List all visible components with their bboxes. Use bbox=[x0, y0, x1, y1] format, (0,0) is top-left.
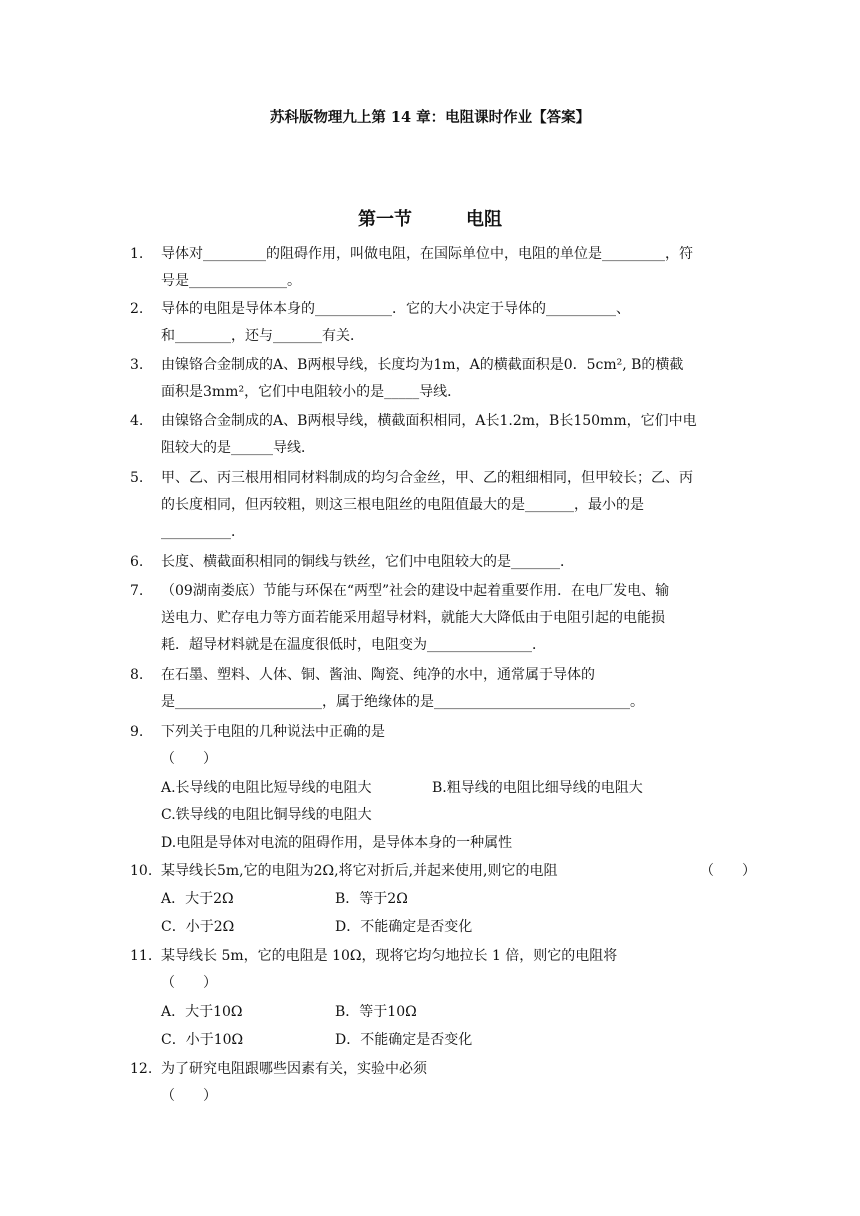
section-title bbox=[0, 205, 860, 231]
q9-option-c: C.铁导线的电阻比铜导线的电阻大 bbox=[161, 807, 372, 823]
question-text-line: 耗．超导材料就是在温度很低时，电阻变为_______________． bbox=[161, 637, 546, 653]
q11-option-d: D．不能确定是否变化 bbox=[335, 1032, 473, 1048]
question-number: 5. bbox=[130, 470, 144, 486]
question-text-line: 下列关于电阻的几种说法中正确的是 bbox=[161, 724, 385, 740]
question-number: 6. bbox=[130, 554, 144, 570]
question-text-line: 由镍铬合金制成的A、B两根导线，长度均为1m，A的横截面积是0．5cm², B的横截 bbox=[161, 357, 684, 373]
document-title: 苏科版物理九上第 14 章：电阻课时作业【答案】 bbox=[269, 109, 591, 126]
question-text-line: 和________，还与_______有关． bbox=[161, 328, 364, 344]
question-number: 7. bbox=[130, 583, 144, 599]
question-number: 3. bbox=[130, 357, 144, 373]
answer-bracket: （ ） bbox=[700, 863, 756, 879]
question-text-line: （ ） bbox=[161, 975, 217, 991]
section-name: 电阻 bbox=[466, 209, 502, 230]
question-text-line: 为了研究电阻跟哪些因素有关，实验中必须 bbox=[161, 1061, 427, 1077]
question-text-line: 是_____________________，属于绝缘体的是____________________________。 bbox=[161, 694, 644, 710]
q9-option-a: A.长导线的电阻比短导线的电阻大 bbox=[161, 780, 372, 796]
q9-option-d: D.电阻是导体对电流的阻碍作用，是导体本身的一种属性 bbox=[161, 835, 513, 851]
question-text-line: （09湖南娄底）节能与环保在“两型”社会的建设中起着重要作用．在电厂发电、输 bbox=[161, 583, 670, 599]
question-text-line: __________． bbox=[161, 524, 245, 540]
question-text-line: 在石墨、塑料、人体、铜、酱油、陶瓷、纯净的水中，通常属于导体的 bbox=[161, 667, 595, 683]
question-text-line: 甲、乙、丙三根用相同材料制成的均匀合金丝，甲、乙的粗细相同，但甲较长；乙、丙 bbox=[161, 470, 693, 486]
question-number: 8. bbox=[130, 667, 144, 683]
question-text-line: 由镍铬合金制成的A、B两根导线，横截面积相同，A长1.2m，B长150mm，它们中电 bbox=[161, 413, 697, 429]
q9-option-b: B.粗导线的电阻比细导线的电阻大 bbox=[432, 780, 643, 796]
question-number: 2. bbox=[130, 301, 144, 317]
section-label: 第一节 bbox=[358, 209, 412, 230]
q10-option-a: A．大于2Ω bbox=[161, 891, 234, 907]
question-text-line: 导体对_________的阻碍作用，叫做电阻，在国际单位中，电阻的单位是_________，符 bbox=[161, 246, 693, 262]
q10-option-c: C．小于2Ω bbox=[161, 919, 235, 935]
question-text-line: 导体的电阻是导体本身的___________．它的大小决定于导体的__________、 bbox=[161, 301, 630, 317]
question-number: 12. bbox=[130, 1061, 153, 1077]
q11-option-b: B．等于10Ω bbox=[335, 1004, 417, 1020]
question-text-line: 阻较大的是______导线． bbox=[161, 440, 315, 456]
question-text-line: 长度、横截面积相同的铜线与铁丝，它们中电阻较大的是_______． bbox=[161, 554, 574, 570]
q10-option-d: D．不能确定是否变化 bbox=[335, 919, 473, 935]
q11-option-c: C．小于10Ω bbox=[161, 1032, 244, 1048]
question-text-line: 的长度相同，但丙较粗，则这三根电阻丝的电阻值最大的是_______，最小的是 bbox=[161, 497, 644, 513]
question-text-line: （ ） bbox=[161, 1088, 217, 1104]
question-text-line: 某导线长 5m，它的电阻是 10Ω，现将它均匀地拉长 1 倍，则它的电阻将 bbox=[161, 948, 618, 964]
question-number: 10. bbox=[130, 863, 153, 879]
question-number: 9. bbox=[130, 724, 144, 740]
q10-option-b: B．等于2Ω bbox=[335, 891, 408, 907]
question-text-line: 号是______________。 bbox=[161, 273, 301, 289]
question-number: 4. bbox=[130, 413, 144, 429]
question-text-line: 送电力、贮存电力等方面若能采用超导材料，就能大大降低由于电阻引起的电能损 bbox=[161, 610, 665, 626]
question-text-line: 某导线长5m,它的电阻为2Ω,将它对折后,并起来使用,则它的电阻 bbox=[161, 863, 558, 879]
question-number: 1. bbox=[130, 246, 144, 262]
question-number: 11. bbox=[130, 948, 153, 964]
question-text-line: 面积是3mm²，它们中电阻较小的是_____导线． bbox=[161, 384, 462, 400]
question-text-line: （ ） bbox=[161, 751, 217, 767]
q11-option-a: A．大于10Ω bbox=[161, 1004, 243, 1020]
